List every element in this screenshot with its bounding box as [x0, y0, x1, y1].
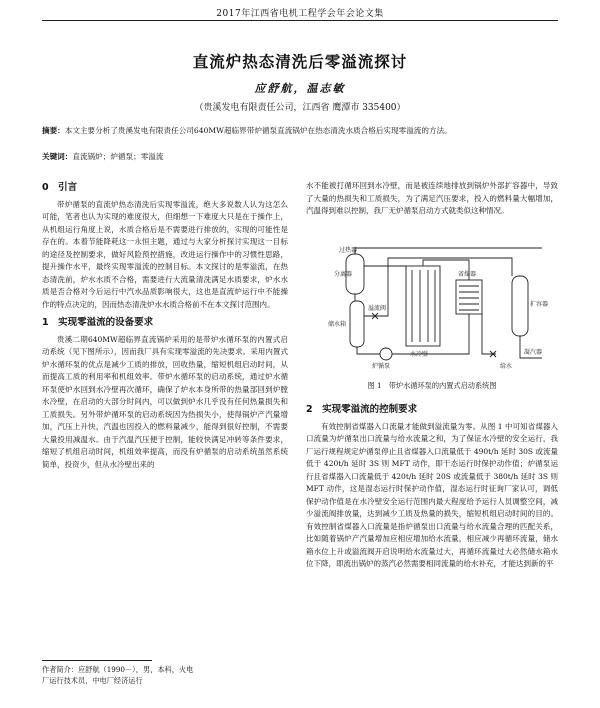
left-column: [42, 182, 288, 471]
label-flash-tank: 扩容器: [530, 301, 549, 308]
circulation-pump-symbol: [380, 348, 392, 360]
footnote-line-1: 作者简介：应舒航（1990－），男，本科，火电: [42, 665, 194, 674]
section-0-heading: 0 引言: [42, 182, 78, 193]
right-top-paragraph: 水不能被打循环回到水冷壁，而是被连续地排放到锅炉外部扩容器中，导致了大量的热损失和工质损失，为了满足汽压要求，投入的燃料量大幅增加，汽温得到难以控制，我厂无炉循泵启动方式就类似这种情况。: [306, 181, 558, 215]
running-header: 2017年江西省电机工程学会年会论文集: [216, 9, 384, 19]
label-storage-tank: 储水箱: [328, 321, 347, 328]
flash-tank-vessel: [512, 276, 528, 336]
label-separator: 分离器: [334, 271, 353, 278]
startup-system-figure: [306, 246, 558, 371]
keywords-label: 关键词：: [42, 152, 73, 161]
section-1-paragraph: 贵溪二期640MW超临界直流锅炉采用的是带炉水循环泵的内置式启动系统（见下图所示），因而我厂具有实现零溢流的先决要求。采用内置式炉水循环泵的优点是减少工质的排放，回收热量，缩短机组启动时间，从而提高工质的利用率和机组效率。带炉水循环泵的启动系统，通过炉水循环泵使炉水回到水冷壁再次循环，确保了炉水本身所带的热量部回到炉膛水冷壁，在启动的大部分时间内，可以做到炉水几乎没有任何热量损失和工质损失。另外带炉循环泵的启动系统因为热损失小，使得锅炉产汽量增加，汽压上升快，汽温也因投入的燃料量减少，能得到很好控制，不需要大量投用减温水。由于汽温汽压便于控制，能较快满足冲转等条件要求，缩短了机组启动时间，机组效率提高，而没有炉循泵的启动系统虽然系统简单，投资少，但从水冷壁出来的: [42, 334, 288, 469]
label-superheater: 过热器: [339, 247, 358, 254]
footnote-line-2: 厂运行技术员，中电厂经济运行: [42, 676, 143, 685]
section-2-heading: 2 实现零溢流的控制要求: [306, 404, 418, 415]
label-condenser: 凝汽器: [524, 349, 543, 356]
paper-affiliation: （贵溪发电有限责任公司，江西省 鹰潭市 335400）: [194, 103, 406, 113]
label-water-wall: 水冷壁: [410, 351, 429, 358]
label-economizer: 省煤器: [458, 271, 477, 278]
abstract: [42, 124, 558, 137]
label-circ-pump: 炉循泵: [372, 363, 391, 370]
abstract-text: 本文主要分析了贵溪发电有限责任公司640MW超临界带炉循泵直流锅炉在热态清洗水质合格后实现零溢流的方法。: [64, 126, 452, 135]
keywords-text: 直流锅炉；炉循泵；零溢流: [72, 152, 164, 161]
label-feedwater: 给水: [500, 363, 513, 370]
header-rule: [42, 20, 558, 21]
author-footnote: [42, 664, 302, 686]
footnote-rule: [42, 660, 152, 661]
economizer-block: [456, 280, 482, 314]
figure-caption: 图 1 带炉水循环泵的内置式启动系统图: [367, 381, 497, 390]
paper-authors: 应舒航，温志敏: [254, 82, 346, 95]
abstract-label: 摘要：: [42, 126, 65, 135]
section-2-paragraph: 有效控制省煤器入口流量才能做到溢流量为零。从图 1 中可知省煤器入口流量为炉循泵出口流量与给水流量之和，为了保证水冷壁的安全运行，我厂运行规程规定炉循泵停止且省煤器入口流量低于 490t/h 延时 30S 或流量低于 420t/h 延时 3S 则 MFT 动作，即干态运行时保护动作值；炉循泵运行且省煤器入口流量低于 420t/h 延时 20S 或流量低于 380t/h 延时 3S 则 MFT 动作，这是湿态运行时保护动作值，湿态运行时征询厂家认可，调低保护动作值是在水冷壁安全运行范围内最大程度给予运行人员调整空间，减少溢流阀排放量，达到减少工质及热量的损失，缩短机组启动时间的目的。有效控制省煤器入口流量是指炉循泵出口流量与给水流量合理的匹配关系，比如随着锅炉产汽量增加应相应增加给水流量，相应减少再循环流量，储水箱水位上升或溢流阀开启说明给水流量过大，再循环流量过大必然储水箱水位下降，即流出锅炉的蒸汽必然需要相同流量的给水补充，才能达到新的平: [306, 421, 558, 568]
section-0-paragraph: 带炉循泵的直流炉热态清洗后实现零溢流，绝大多说数人认为这怎么可能，笔者也认为实现的难度很大，但细想一下难度大只是在于操作上，从机组运行角度上说，水质合格后是不需要进行排放的，实现的可能性是存在的。本着节能降耗这一永恒主题，通过与大家分析探讨实现这一目标的途径及控制要求，做好风险预控措施，改进运行操作中的习惯性思路，提升操作水平，最终实现零溢流的控制目标。本文探讨的是零溢流，在热态清洗前，炉水水质不合格，需要进行大流量清洗满足水质要求，炉水水质是否合格对今后运行中汽水品质影响很大，这也是直流炉运行中不能操作的特点决定的，因而热态清洗炉水水质合格前不在本文探讨范围内。: [42, 199, 288, 309]
right-column-top: [306, 180, 558, 218]
keywords: [42, 151, 558, 162]
label-drain-valve: 溢流阀: [368, 305, 387, 312]
section-1-heading: 1 实现零溢流的设备要求: [42, 317, 154, 328]
storage-tank-vessel: [350, 301, 364, 347]
right-column-section-2: [306, 404, 558, 571]
paper-title: 直流炉热态清洗后零溢流探讨: [192, 53, 408, 71]
startup-system-diagram: [306, 246, 558, 371]
